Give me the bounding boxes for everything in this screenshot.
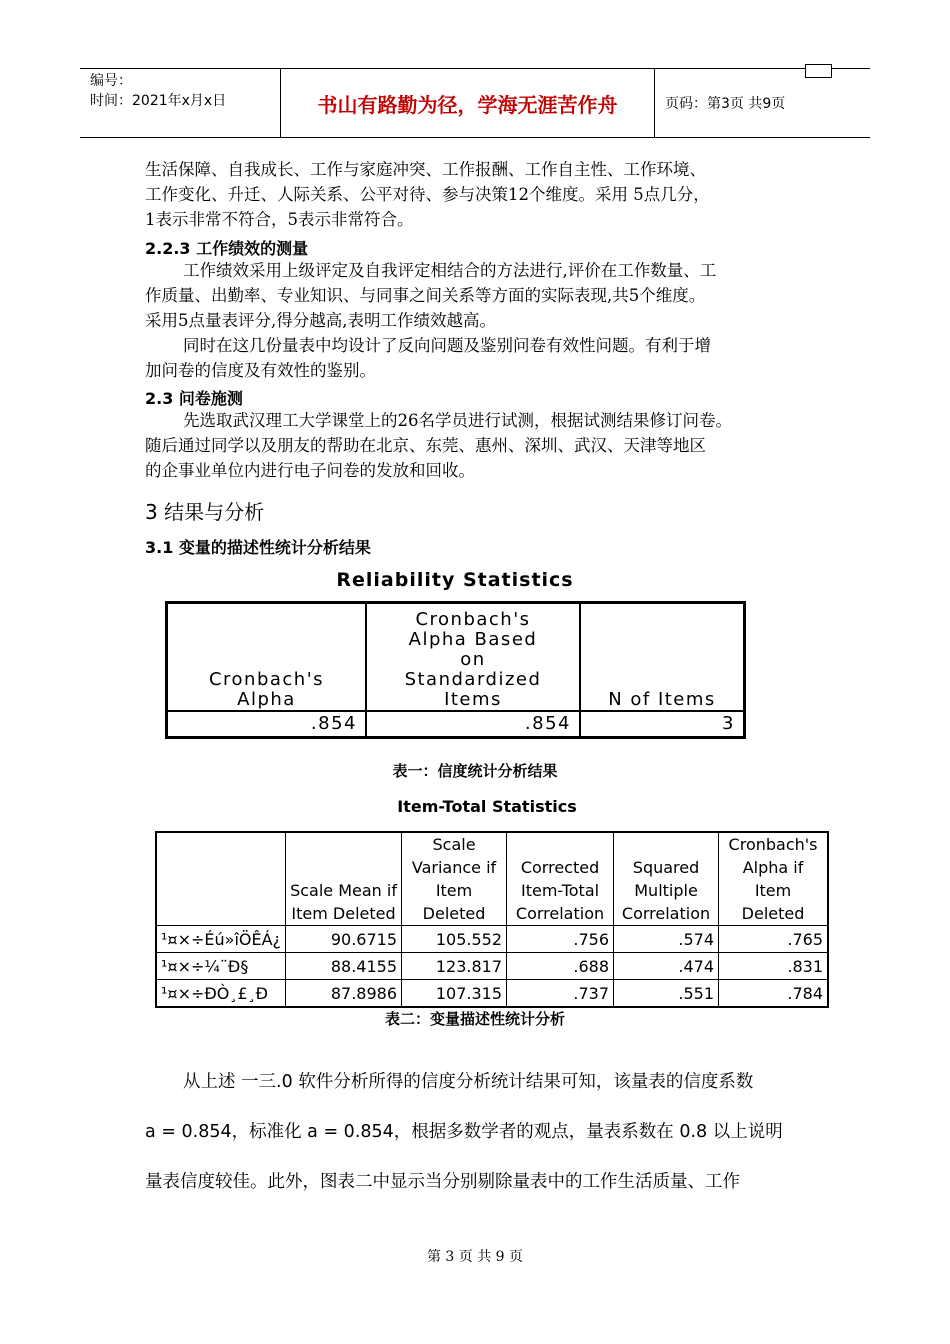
page-header (80, 68, 870, 138)
page-footer: 第 3 页 共 9 页 (426, 1249, 524, 1265)
table-cell: .737 (507, 980, 614, 1008)
text-line: 随后通过同学以及朋友的帮助在北京、东莞、惠州、深圳、武汉、天津等地区 (145, 436, 706, 455)
table-cell: 123.817 (402, 953, 507, 980)
text-line: 生活保障、自我成长、工作与家庭冲突、工作报酬、工作自主性、工作环境、 (145, 160, 706, 179)
header-line: Scale (432, 835, 476, 854)
table-cell: .854 (167, 711, 367, 738)
header-cell (719, 832, 829, 926)
table2-caption: 表二：变量描述性统计分析 (384, 1010, 565, 1028)
table-cell: .474 (614, 953, 719, 980)
header-cell (402, 832, 507, 926)
heading-2-2-3: 2.2.3 工作绩效的测量 (145, 239, 309, 258)
table-cell: 88.4155 (286, 953, 402, 980)
header-line: Squared (632, 858, 700, 877)
header-motto: 书山有路勤为径，学海无涯苦作舟 (281, 69, 655, 137)
header-cell (286, 832, 402, 926)
header-line: Item-Total (520, 881, 600, 900)
table-cell: .551 (614, 980, 719, 1008)
header-line: Correlation (515, 904, 605, 923)
header-cell (156, 832, 286, 926)
text-line: 工作变化、升迁、人际关系、公平对待、参与决策12个维度。采用 5点几分， (145, 185, 710, 204)
table-cell: .688 (507, 953, 614, 980)
table-cell: 90.6715 (286, 926, 402, 953)
header-line: Item Deleted (291, 904, 396, 923)
table-cell: 107.315 (402, 980, 507, 1008)
table-cell: .831 (719, 953, 829, 980)
text-line: a = 0.854，标准化 a = 0.854，根据多数学者的观点，量表系数在 0.8 以上说明 (145, 1122, 783, 1142)
time-label: 时间：2021年x月x日 (90, 93, 227, 109)
header-line: Standardized (404, 669, 542, 690)
table-cell: .784 (719, 980, 829, 1008)
text-line: 先选取武汉理工大学课堂上的26名学员进行试测，根据试测结果修订问卷。 (183, 411, 732, 430)
text-line: 1表示非常不符合，5表示非常符合。 (145, 210, 414, 229)
table-cell: 3 (580, 711, 745, 738)
item-total-title: Item-Total Statistics (397, 797, 577, 816)
header-page-info: 页码：第3页 共9页 (665, 96, 786, 112)
table-cell: 105.552 (402, 926, 507, 953)
text-line: 量表信度较佳。此外，图表二中显示当分别剔除量表中的工作生活质量、工作 (145, 1172, 740, 1192)
header-line: Cronbach's (415, 609, 531, 630)
table-cell: .765 (719, 926, 829, 953)
item-total-table (155, 831, 829, 1008)
header-corner-box (805, 64, 832, 78)
table-row (156, 953, 828, 980)
header-line: Multiple (634, 881, 698, 900)
table-row (156, 926, 828, 953)
row-label: ¹¤×÷Éú»îÖÊÁ¿ (156, 926, 286, 953)
header-line: Variance if (411, 858, 497, 877)
header-cell (580, 603, 745, 712)
table-cell: .574 (614, 926, 719, 953)
header-cell (167, 603, 367, 712)
header-line: Corrected (520, 858, 600, 877)
header-line: N of Items (608, 689, 716, 710)
header-line: Alpha if Item (742, 858, 804, 900)
number-label: 编号： (90, 73, 132, 89)
text-line: 采用5点量表评分,得分越高,表明工作绩效越高。 (145, 311, 496, 330)
header-line: Item Deleted (422, 881, 486, 923)
text-line: 的企事业单位内进行电子问卷的发放和回收。 (145, 461, 475, 480)
header-meta (80, 69, 281, 137)
reliability-table (165, 601, 746, 739)
header-line: Scale Mean if (290, 881, 397, 900)
text-line: 工作绩效采用上级评定及自我评定相结合的方法进行,评价在工作数量、工 (183, 261, 717, 280)
text-line: 从上述 一三.0 软件分析所得的信度分析统计结果可知，该量表的信度系数 (183, 1072, 754, 1092)
reliability-title: Reliability Statistics (336, 569, 574, 591)
header-cell (366, 603, 580, 712)
row-label: ¹¤×÷ÐÒ¸£¸Ð (156, 980, 286, 1008)
heading-2-3: 2.3 问卷施测 (145, 389, 243, 408)
header-cell (614, 832, 719, 926)
header-cell (507, 832, 614, 926)
header-line: Cronbach's (208, 669, 325, 690)
table-row (156, 980, 828, 1008)
table-cell: 87.8986 (286, 980, 402, 1008)
header-line: Correlation (621, 904, 711, 923)
header-line: Alpha (237, 689, 296, 710)
header-line: Cronbach's (728, 835, 818, 854)
header-line: Deleted (741, 904, 805, 923)
heading-3-1: 3.1 变量的描述性统计分析结果 (145, 538, 371, 557)
heading-3: 3 结果与分析 (145, 500, 265, 524)
table-cell: .756 (507, 926, 614, 953)
table-cell: .854 (366, 711, 580, 738)
header-line: on (460, 649, 486, 670)
text-line: 同时在这几份量表中均设计了反向问题及鉴别问卷有效性问题。有利于增 (183, 336, 711, 355)
header-line: Items (444, 689, 502, 710)
text-line: 加问卷的信度及有效性的鉴别。 (145, 361, 376, 380)
header-line: Alpha Based (408, 629, 538, 650)
text-line: 作质量、出勤率、专业知识、与同事之间关系等方面的实际表现,共5个维度。 (145, 286, 706, 305)
row-label: ¹¤×÷¼¨Ð§ (156, 953, 286, 980)
table1-caption: 表一：信度统计分析结果 (392, 762, 558, 780)
